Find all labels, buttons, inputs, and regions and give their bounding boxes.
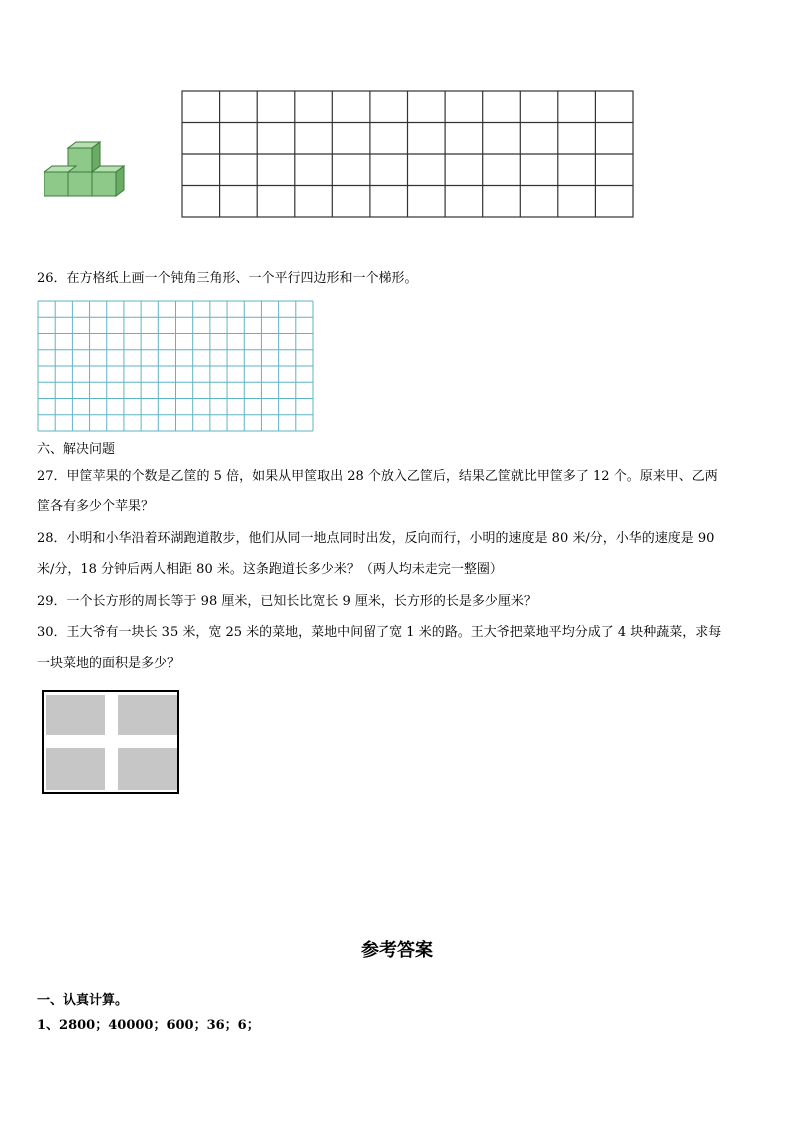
question-26: 26．在方格纸上画一个钝角三角形、一个平行四边形和一个梯形。 — [37, 271, 418, 286]
field-plot — [46, 695, 105, 735]
question-27-line-2: 筐各有多少个苹果？ — [37, 499, 155, 514]
stacked-cubes-icon — [44, 140, 128, 200]
drawing-grid — [181, 90, 635, 220]
square-grid-paper — [37, 300, 314, 432]
answer-key-title: 参考答案 — [361, 940, 433, 961]
vegetable-field-figure — [42, 690, 179, 794]
field-plot — [118, 695, 177, 735]
answer-1: 1、2800；40000；600；36；6； — [37, 1018, 260, 1033]
section-6-heading: 六、解决问题 — [37, 442, 116, 457]
question-28-line-2: 米/分，18 分钟后两人相距 80 米。这条跑道长多少米？（两人均未走完一整圈） — [37, 562, 503, 577]
question-30-line-1: 30．王大爷有一块长 35 米，宽 25 米的菜地，菜地中间留了宽 1 米的路。王大爷把菜地平均分成了 4 块种蔬菜，求每 — [37, 625, 722, 640]
field-plot — [118, 748, 177, 790]
question-29: 29．一个长方形的周长等于 98 厘米，已知长比宽长 9 厘米，长方形的长是多少厘米？ — [37, 594, 537, 609]
question-30-line-2: 一块菜地的面积是多少？ — [37, 656, 181, 671]
answer-section-1: 一、认真计算。 — [37, 993, 129, 1008]
question-28-line-1: 28．小明和小华沿着环湖跑道散步，他们从同一地点同时出发，反向而行，小明的速度是 80 米/分，小华的速度是 90 — [37, 531, 715, 546]
question-27-line-1: 27．甲筐苹果的个数是乙筐的 5 倍，如果从甲筐取出 28 个放入乙筐后，结果乙筐就比甲筐多了 12 个。原来甲、乙两 — [37, 469, 718, 484]
field-plot — [46, 748, 105, 790]
